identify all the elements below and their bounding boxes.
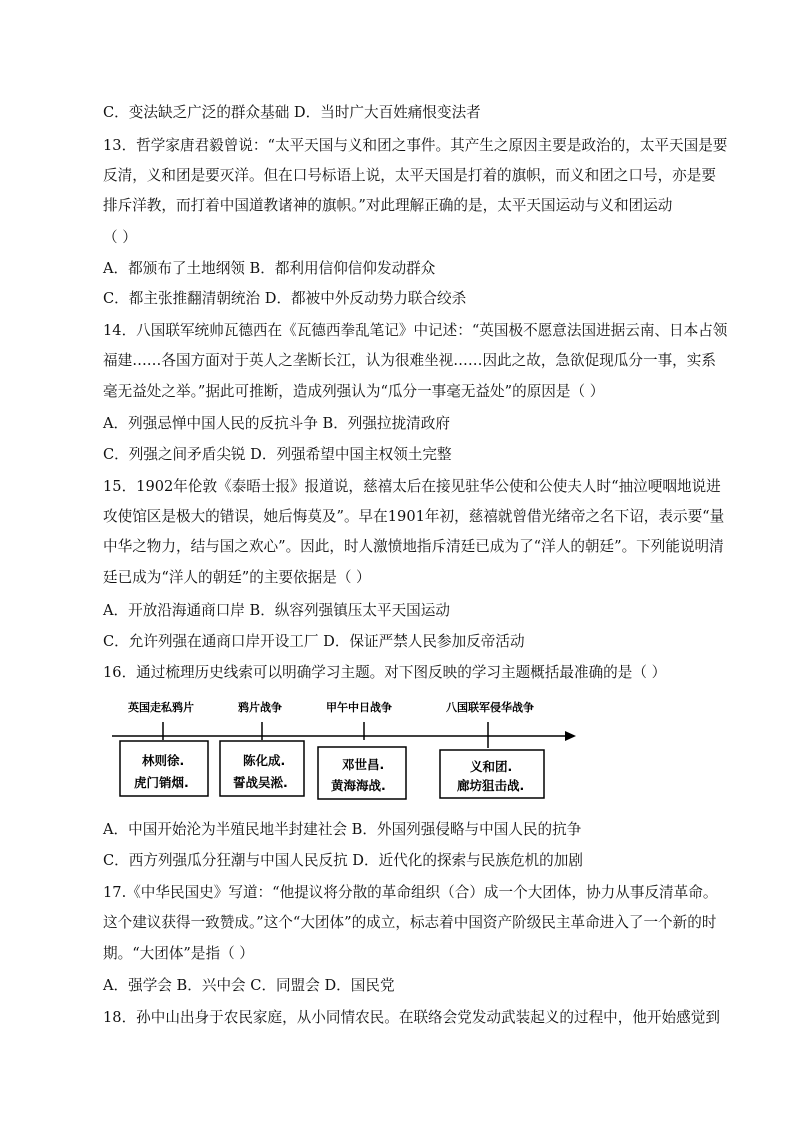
question-15-options-ab: A．开放沿海通商口岸 B．纵容列强镇压太平天国运动 bbox=[103, 602, 450, 619]
question-14-line-3: 毫无益处之举。”据此可推断，造成列强认为“瓜分一事毫无益处”的原因是（ ） bbox=[103, 383, 605, 400]
timeline-box-1-line-2: 虎门销烟. bbox=[134, 775, 189, 790]
timeline-box-2-line-1: 陈化成. bbox=[243, 753, 286, 768]
timeline-box-2-line-2: 誓战吴淞. bbox=[233, 775, 288, 790]
question-18-line-1: 18．孙中山出身于农民家庭，从小同情农民。在联络会党发动武装起义的过程中，他开始感觉到 bbox=[103, 1009, 720, 1026]
timeline-label-3: 甲午中日战争 bbox=[326, 701, 392, 714]
question-14-options-cd: C．列强之间矛盾尖锐 D．列强希望中国主权领土完整 bbox=[103, 446, 452, 463]
question-16-options-ab: A．中国开始沦为半殖民地半封建社会 B．外国列强侵略与中国人民的抗争 bbox=[103, 821, 582, 838]
question-15-line-3: 中华之物力，结与国之欢心”。因此，时人激愤地指斥清廷已成为了“洋人的朝廷”。下列能说明清 bbox=[103, 538, 724, 555]
timeline-box-4-line-1: 义和团. bbox=[470, 759, 513, 774]
question-14-line-1: 14．八国联军统帅瓦德西在《瓦德西拳乱笔记》中记述：“英国极不愿意法国进据云南、日本占领 bbox=[103, 322, 728, 339]
timeline-box-1-line-1: 林则徐. bbox=[142, 753, 185, 768]
question-16-options-cd: C．西方列强瓜分狂潮与中国人民反抗 D．近代化的探索与民族危机的加剧 bbox=[103, 852, 583, 869]
question-17-line-2: 这个建议获得一致赞成。”这个“大团体”的成立，标志着中国资产阶级民主革命进入了一个新的时 bbox=[103, 914, 717, 931]
timeline-arrow bbox=[565, 731, 576, 741]
question-17-line-1: 17.《中华民国史》写道：“他提议将分散的革命组织（合）成一个大团体，协力从事反清革命。 bbox=[103, 884, 718, 901]
question-17-line-3: 期。“大团体”是指（ ） bbox=[103, 945, 254, 962]
question-13-line-1: 13．哲学家唐君毅曾说：“太平天国与义和团之事件。其产生之原因主要是政治的，太平天国是要 bbox=[103, 137, 728, 154]
question-15-line-2: 攻使馆区是极大的错误，她后悔莫及”。早在1901年初，慈禧就曾借光绪帝之名下诏，表示要“量 bbox=[103, 508, 725, 525]
question-13-options-cd: C．都主张推翻清朝统治 D．都被中外反动势力联合绞杀 bbox=[103, 290, 467, 307]
question-17-options: A．强学会 B．兴中会 C．同盟会 D．国民党 bbox=[103, 977, 395, 994]
question-13-line-3: 排斥洋教，而打着中国道教诸神的旗帜。”对此理解正确的是，太平天国运动与义和团运动 bbox=[103, 197, 673, 214]
timeline-box-4-line-2: 廊坊狙击战. bbox=[457, 778, 525, 793]
question-16-line-1: 16．通过梳理历史线索可以明确学习主题。对下图反映的学习主题概括最准确的是（ ） bbox=[103, 664, 667, 681]
question-13-line-2: 反清，义和团是要灭洋。但在口号标语上说，太平天国是打着的旗帜，而义和团之口号，亦是要 bbox=[103, 167, 716, 184]
timeline-box-3-line-2: 黄海海战. bbox=[331, 778, 386, 793]
question-13-options-ab: A．都颁布了土地纲领 B．都利用信仰信仰发动群众 bbox=[103, 260, 436, 277]
timeline-label-2: 鸦片战争 bbox=[238, 701, 282, 714]
question-15-line-4: 廷已成为“洋人的朝廷”的主要依据是（ ） bbox=[103, 569, 371, 586]
option-line-12cd: C．变法缺乏广泛的群众基础 D．当时广大百姓痛恨变法者 bbox=[103, 104, 481, 121]
timeline-label-1: 英国走私鸦片 bbox=[128, 701, 194, 714]
question-13-blank: （ ） bbox=[103, 229, 137, 246]
question-14-line-2: 福建……各国方面对于英人之垄断长江，认为很难坐视……因此之故，急欲促现瓜分一事，实系 bbox=[103, 352, 716, 369]
timeline-label-4: 八国联军侵华战争 bbox=[446, 701, 534, 714]
question-15-options-cd: C．允许列强在通商口岸开设工厂 D．保证严禁人民参加反帝活动 bbox=[103, 633, 525, 650]
question-15-line-1: 15．1902年伦敦《泰晤士报》报道说，慈禧太后在接见驻华公使和公使夫人时“抽泣哽咽地说进 bbox=[103, 478, 721, 495]
question-14-options-ab: A．列强忌惮中国人民的反抗斗争 B．列强拉拢清政府 bbox=[103, 415, 450, 432]
timeline-box-3-line-1: 邓世昌. bbox=[342, 757, 385, 772]
